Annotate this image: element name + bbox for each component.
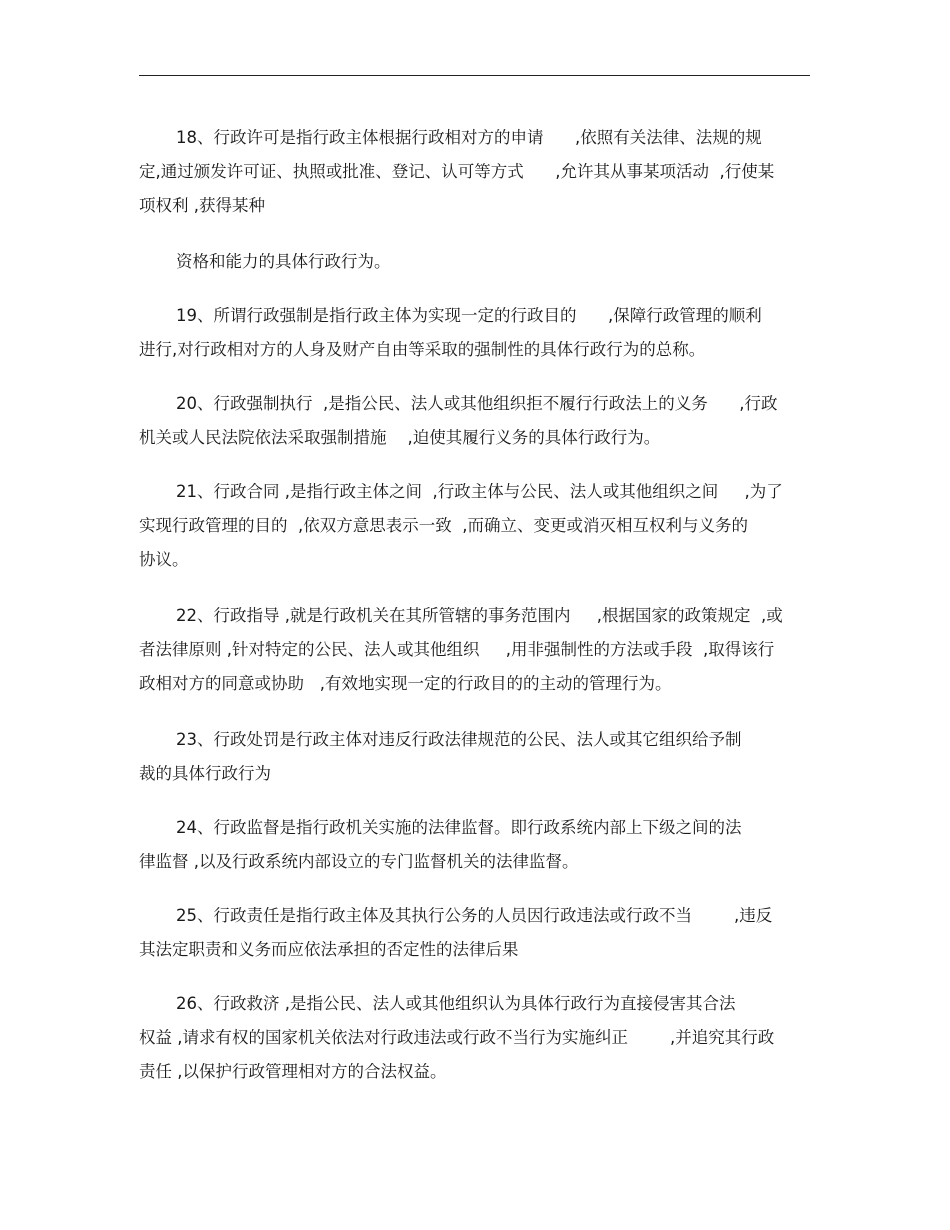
paragraph-18-line-2: 定,通过颁发许可证、执照或批准、登记、认可等方式 ,允许其从事某项活动 ,行使某 — [139, 162, 775, 181]
paragraph-22-line-2: 者法律原则 ,针对特定的公民、法人或其他组织 ,用非强制性的方法或手段 ,取得该行 — [139, 640, 775, 659]
paragraph-25-line-1: 25、行政责任是指行政主体及其执行公务的人员因行政违法或行政不当 ,违反 — [176, 906, 773, 925]
paragraph-25-line-2: 其法定职责和义务而应依法承担的否定性的法律后果 — [139, 940, 519, 959]
paragraph-23-line-1: 23、行政处罚是行政主体对违反行政法律规范的公民、法人或其它组织给予制 — [176, 730, 742, 749]
paragraph-21-line-3: 协议。 — [139, 550, 189, 569]
paragraph-19-line-1: 19、所谓行政强制是指行政主体为实现一定的行政目的 ,保障行政管理的顺利 — [176, 306, 762, 325]
header-rule — [139, 75, 810, 76]
paragraph-18-line-1: 18、行政许可是指行政主体根据行政相对方的申请 ,依照有关法律、法规的规 — [176, 128, 762, 147]
paragraph-20-line-2: 机关或人民法院依法采取强制措施 ,迫使其履行义务的具体行政行为。 — [139, 428, 661, 447]
paragraph-26-line-1: 26、行政救济 ,是指公民、法人或其他组织认为具体行政行为直接侵害其合法 — [176, 994, 736, 1013]
paragraph-23-line-2: 裁的具体行政行为 — [139, 764, 271, 783]
paragraph-22-line-3: 政相对方的同意或协助 ,有效地实现一定的行政目的的主动的管理行为。 — [139, 674, 672, 693]
paragraph-21-line-2: 实现行政管理的目的 ,依双方意思表示一致 ,而确立、变更或消灭相互权利与义务的 — [139, 516, 748, 535]
paragraph-20-line-1: 20、行政强制执行 ,是指公民、法人或其他组织拒不履行行政法上的义务 ,行政 — [176, 394, 778, 413]
paragraph-24-line-1: 24、行政监督是指行政机关实施的法律监督。即行政系统内部上下级之间的法 — [176, 818, 742, 837]
paragraph-21-line-1: 21、行政合同 ,是指行政主体之间 ,行政主体与公民、法人或其他组织之间 ,为了 — [176, 482, 783, 501]
paragraph-19-line-2: 进行,对行政相对方的人身及财产自由等采取的强制性的具体行政行为的总称。 — [139, 340, 706, 359]
paragraph-18-line-3: 项权利 ,获得某种 — [139, 196, 265, 215]
paragraph-22-line-1: 22、行政指导 ,就是行政机关在其所管辖的事务范围内 ,根据国家的政策规定 ,或 — [176, 606, 783, 625]
paragraph-24-line-2: 律监督 ,以及行政系统内部设立的专门监督机关的法律监督。 — [139, 852, 579, 871]
paragraph-26-line-3: 责任 ,以保护行政管理相对方的合法权益。 — [139, 1062, 447, 1081]
paragraph-26-line-2: 权益 ,请求有权的国家机关依法对行政违法或行政不当行为实施纠正 ,并追究其行政 — [139, 1028, 775, 1047]
paragraph-18-continuation: 资格和能力的具体行政行为。 — [176, 252, 391, 271]
